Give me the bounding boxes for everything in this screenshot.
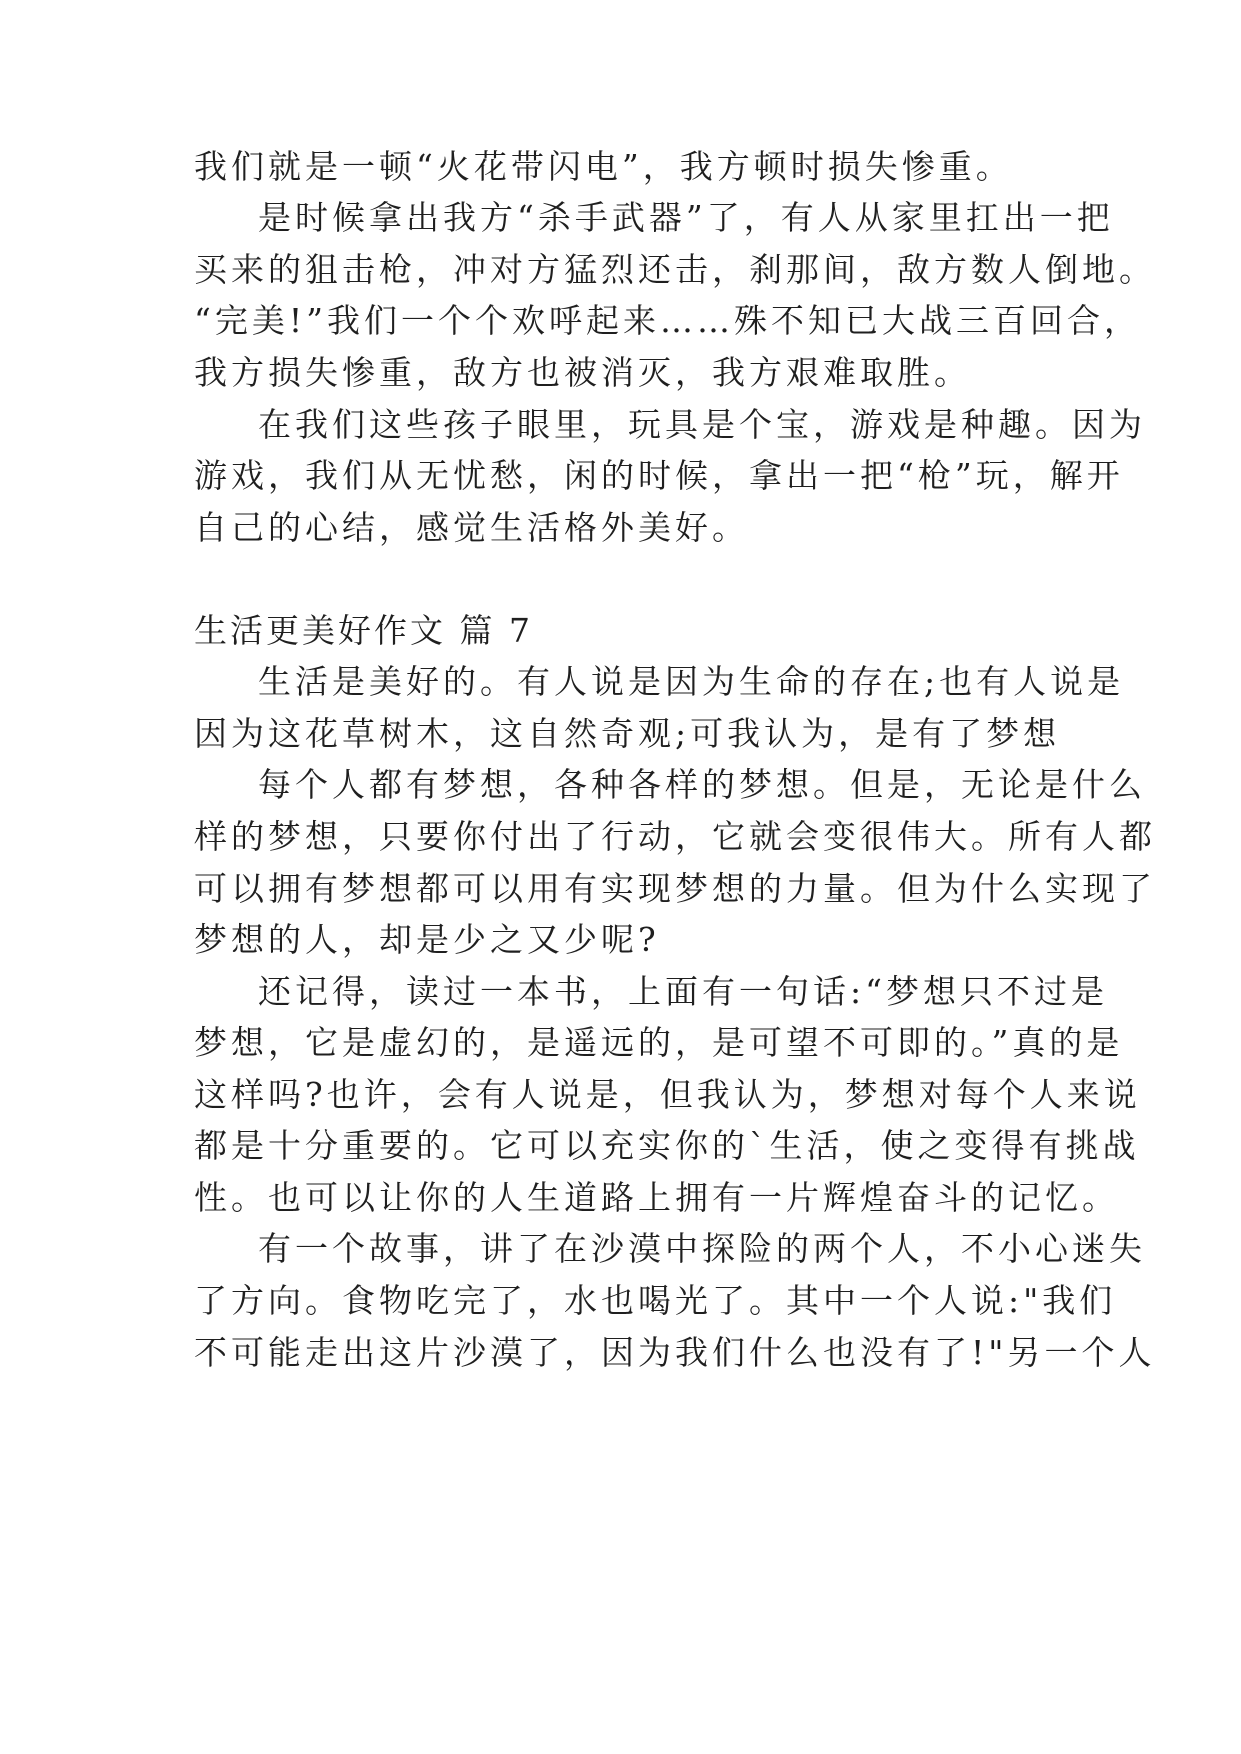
text-line: 可以拥有梦想都可以用有实现梦想的力量。但为什么实现了	[194, 869, 1156, 908]
text-line: 自己的心结，感觉生活格外美好。	[194, 508, 749, 547]
text-line: 梦想，它是虚幻的，是遥远的，是可望不可即的。”真的是	[194, 1023, 1124, 1062]
text-line: 了方向。食物吃完了，水也喝光了。其中一个人说:"我们	[194, 1281, 1117, 1320]
section-heading: 生活更美好作文 篇 7	[194, 611, 533, 650]
text-line: 这样吗?也许，会有人说是，但我认为，梦想对每个人来说	[194, 1075, 1141, 1114]
text-line: 我们就是一顿“火花带闪电”，我方顿时损失惨重。	[194, 147, 1013, 186]
text-line: 买来的狙击枪，冲对方猛烈还击，刹那间，敌方数人倒地。	[194, 250, 1156, 289]
text-line: 都是十分重要的。它可以充实你的`生活，使之变得有挑战	[194, 1126, 1140, 1165]
text-line: 生活是美好的。有人说是因为生命的存在;也有人说是	[258, 662, 1125, 701]
text-line: 我方损失惨重，敌方也被消灭，我方艰难取胜。	[194, 353, 971, 392]
text-line: 在我们这些孩子眼里，玩具是个宝，游戏是种趣。因为	[258, 405, 1146, 444]
text-line: 性。也可以让你的人生道路上拥有一片辉煌奋斗的记忆。	[194, 1178, 1119, 1217]
text-line: 梦想的人，却是少之又少呢?	[194, 920, 660, 959]
text-line: 样的梦想，只要你付出了行动，它就会变很伟大。所有人都	[194, 817, 1156, 856]
text-line: 还记得，读过一本书，上面有一句话:“梦想只不过是	[258, 972, 1108, 1011]
text-line: 每个人都有梦想，各种各样的梦想。但是，无论是什么	[258, 765, 1146, 804]
text-line: 不可能走出这片沙漠了，因为我们什么也没有了!"另一个人	[194, 1333, 1156, 1372]
text-line: 因为这花草树木，这自然奇观;可我认为，是有了梦想	[194, 714, 1061, 753]
text-line: 有一个故事，讲了在沙漠中探险的两个人，不小心迷失	[258, 1229, 1146, 1268]
text-line: 是时候拿出我方“杀手武器”了，有人从家里扛出一把	[258, 198, 1114, 237]
text-line: 游戏，我们从无忧愁，闲的时候，拿出一把“枪”玩，解开	[194, 456, 1124, 495]
text-line: “完美!”我们一个个欢呼起来……殊不知已大战三百回合，	[194, 301, 1142, 340]
